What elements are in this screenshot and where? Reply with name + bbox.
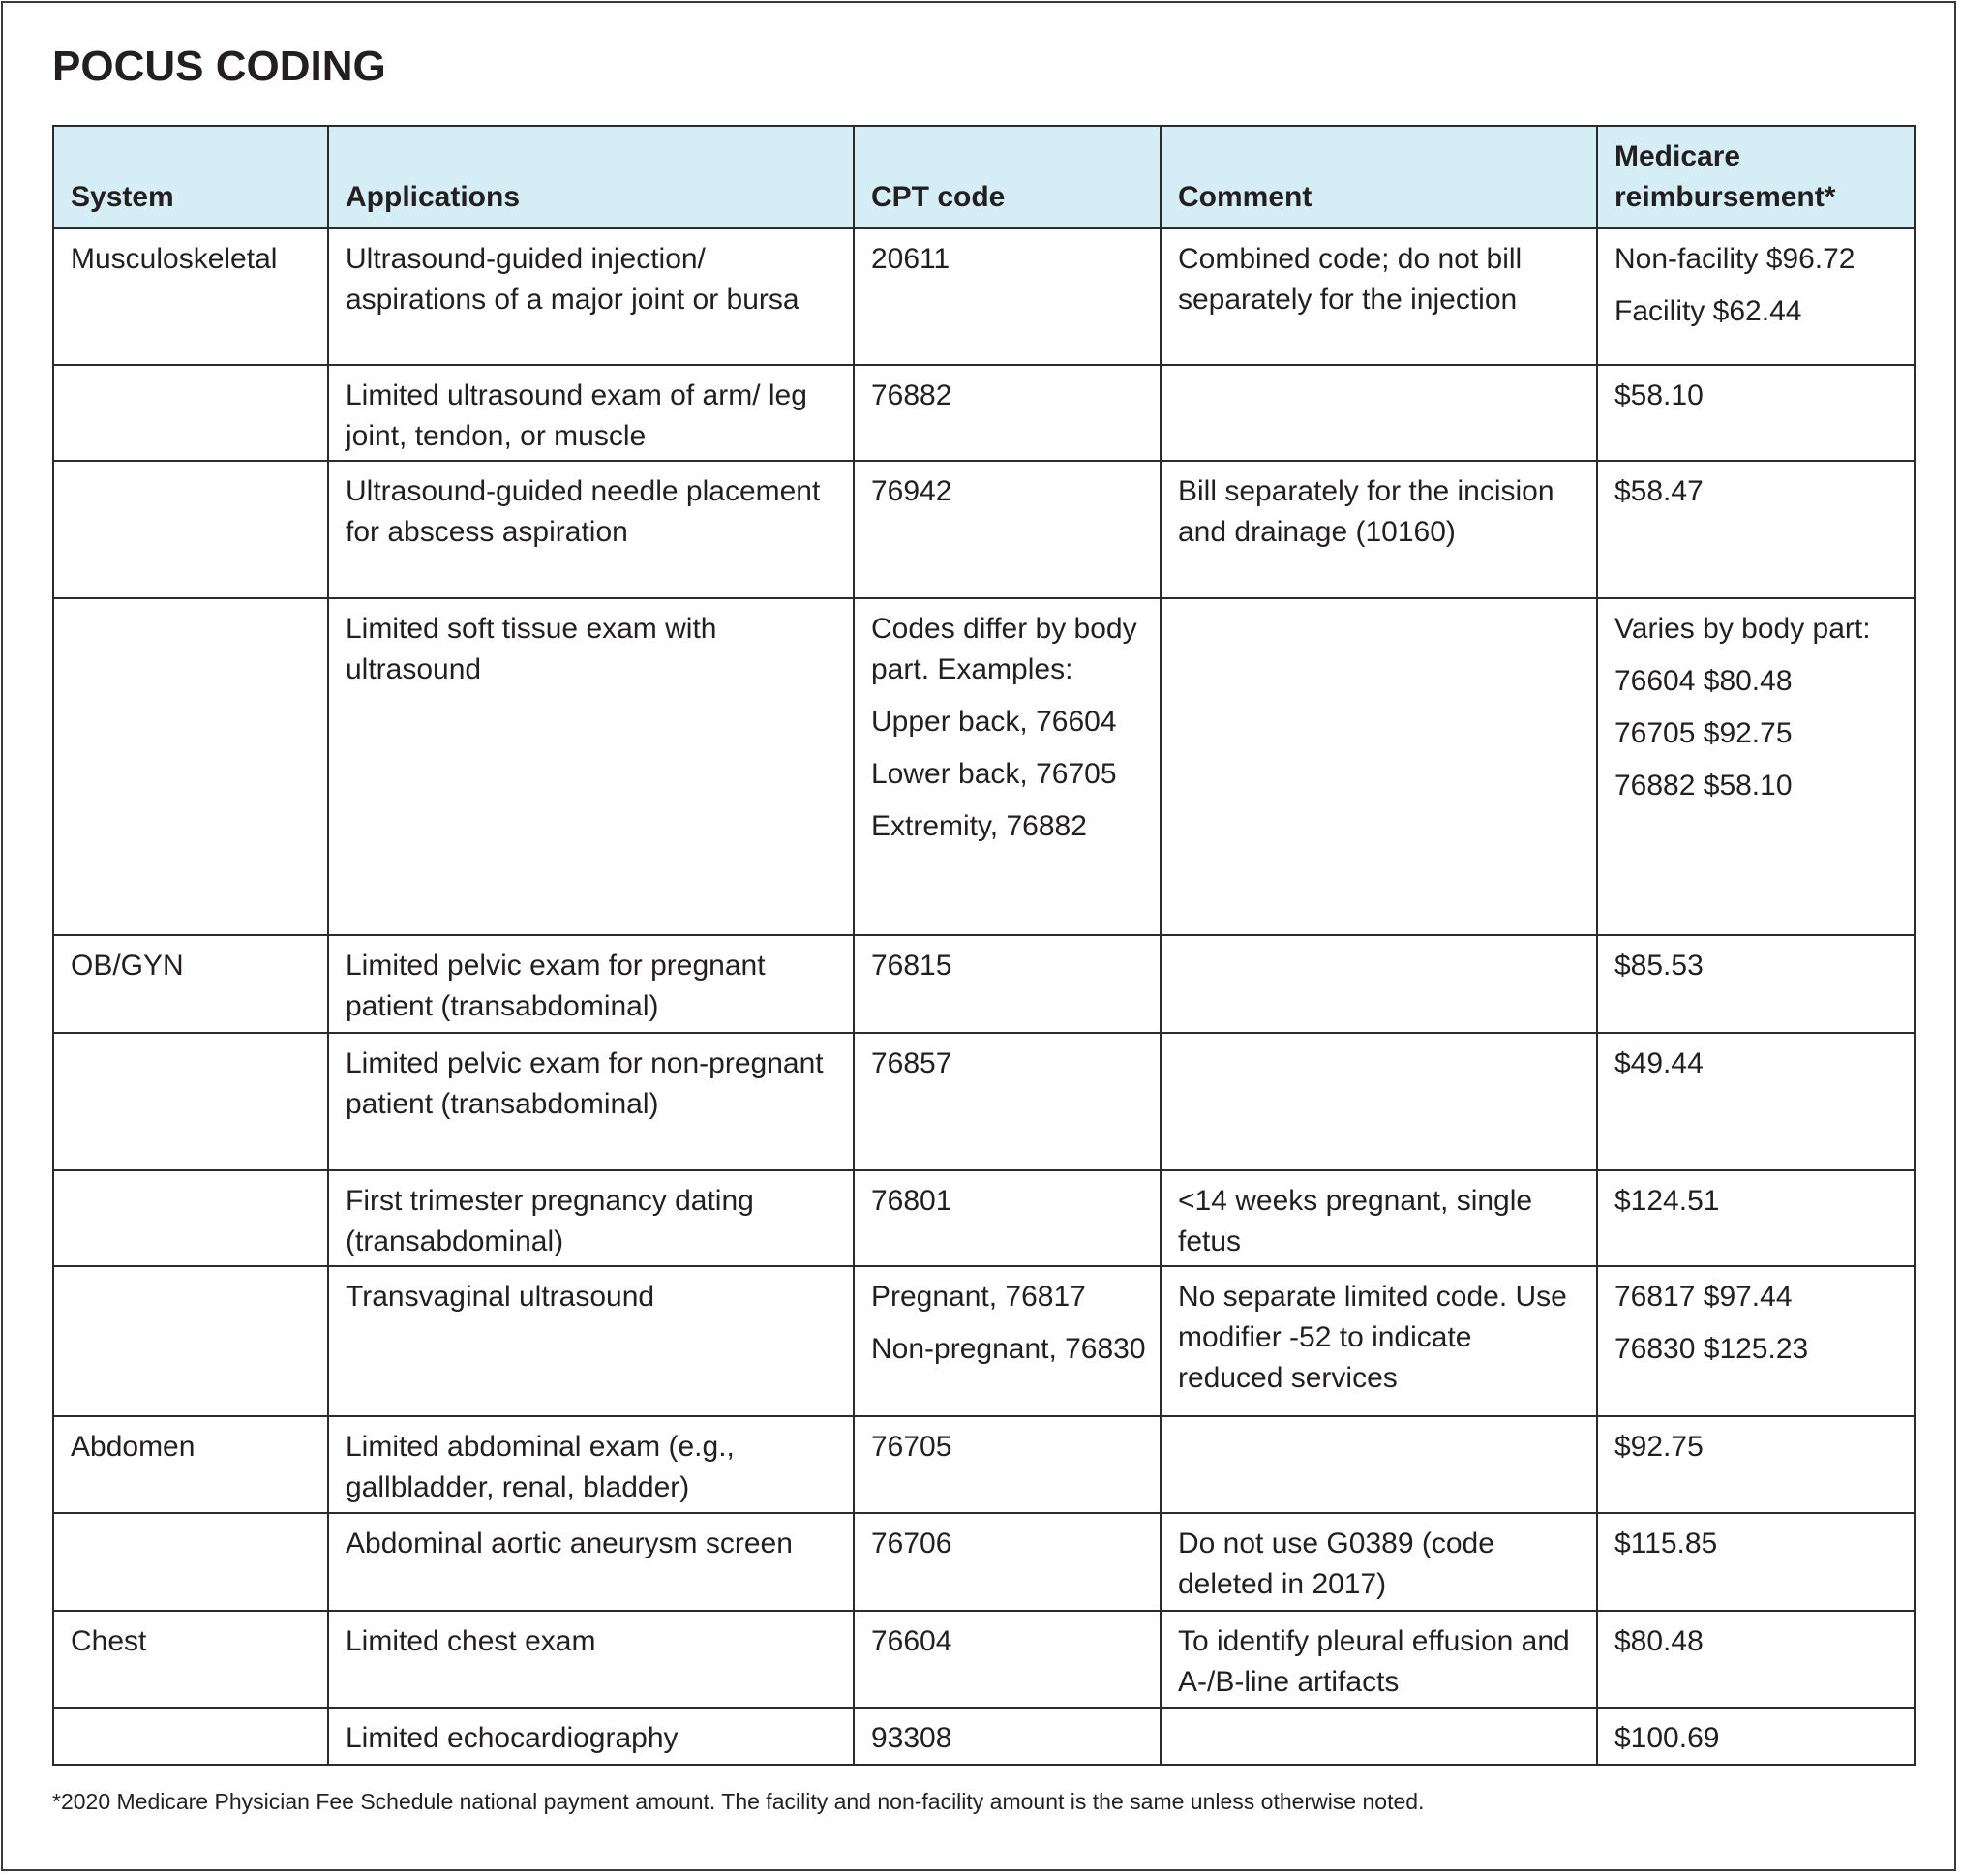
cell-reimbursement xyxy=(1597,461,1915,598)
table-row xyxy=(53,598,1915,935)
reimbursement-line: $92.75 xyxy=(1614,1431,1704,1463)
cell-reimbursement xyxy=(1597,365,1915,461)
cpt-code-line: Non-pregnant, 76830 xyxy=(871,1333,1146,1365)
cpt-code-line: Codes differ by body part. Examples: xyxy=(871,613,1137,685)
table-row xyxy=(53,1266,1915,1416)
reimbursement-line: $115.85 xyxy=(1614,1528,1718,1559)
cpt-code-line: Upper back, 76604 xyxy=(871,706,1117,738)
cell-reimbursement xyxy=(1597,1033,1915,1170)
cpt-code-line: 76882 xyxy=(871,379,952,411)
cell-application: Ultrasound-guided needle placement for abscess aspiration xyxy=(328,461,854,598)
reimbursement-line: $80.48 xyxy=(1614,1625,1704,1657)
cell-system xyxy=(53,365,328,461)
cell-comment xyxy=(1161,1033,1597,1170)
cell-reimbursement xyxy=(1597,1708,1915,1765)
table-row xyxy=(53,365,1915,461)
cell-reimbursement xyxy=(1597,1266,1915,1416)
cell-comment: Combined code; do not bill separately for the injection xyxy=(1161,228,1597,365)
table-row xyxy=(53,461,1915,598)
cpt-code-line: 76857 xyxy=(871,1047,952,1079)
cell-reimbursement xyxy=(1597,1513,1915,1611)
cell-system: OB/GYN xyxy=(53,935,328,1033)
cell-cpt-code xyxy=(854,1611,1161,1708)
cell-cpt-code xyxy=(854,1266,1161,1416)
coding-table xyxy=(52,125,1916,1766)
reimbursement-line: 76705 $92.75 xyxy=(1614,717,1793,749)
cell-cpt-code xyxy=(854,228,1161,365)
cell-cpt-code xyxy=(854,935,1161,1033)
cell-system xyxy=(53,1708,328,1765)
cpt-code-line: 76705 xyxy=(871,1431,952,1463)
cpt-code-line: Extremity, 76882 xyxy=(871,810,1087,842)
cell-application: Limited pelvic exam for non-pregnant patient (transabdominal) xyxy=(328,1033,854,1170)
cell-comment: Bill separately for the incision and drainage (10160) xyxy=(1161,461,1597,598)
cell-system xyxy=(53,598,328,935)
reimbursement-line: $124.51 xyxy=(1614,1185,1720,1217)
cell-reimbursement xyxy=(1597,935,1915,1033)
cell-system xyxy=(53,1513,328,1611)
cpt-code-line: 76815 xyxy=(871,950,952,982)
cell-comment: No separate limited code. Use modifier -52 to indicate reduced services xyxy=(1161,1266,1597,1416)
cell-cpt-code xyxy=(854,461,1161,598)
header-applications: Applications xyxy=(328,126,854,228)
footnote: *2020 Medicare Physician Fee Schedule national payment amount. The facility and non-facility amount is the same unless otherwise noted. xyxy=(52,1789,1425,1814)
table-row xyxy=(53,1708,1915,1765)
cpt-code-line: Pregnant, 76817 xyxy=(871,1281,1086,1313)
reimbursement-line: 76830 $125.23 xyxy=(1614,1333,1809,1365)
cell-cpt-code xyxy=(854,1170,1161,1266)
cell-cpt-code xyxy=(854,365,1161,461)
cell-reimbursement xyxy=(1597,1416,1915,1513)
reimbursement-line: Non-facility $96.72 xyxy=(1614,243,1855,275)
cell-application: Abdominal aortic aneurysm screen xyxy=(328,1513,854,1611)
table-row xyxy=(53,935,1915,1033)
cell-application: Limited ultrasound exam of arm/ leg joint, tendon, or muscle xyxy=(328,365,854,461)
table-row xyxy=(53,1416,1915,1513)
reimbursement-line: Varies by body part: xyxy=(1614,613,1871,645)
reimbursement-line: $100.69 xyxy=(1614,1722,1720,1754)
cell-application: Limited soft tissue exam with ultrasound xyxy=(328,598,854,935)
reimbursement-line: 76604 $80.48 xyxy=(1614,665,1793,697)
header-medicare-reimbursement: Medicare reimbursement* xyxy=(1597,126,1915,228)
cell-system: Musculoskeletal xyxy=(53,228,328,365)
cpt-code-line: 76801 xyxy=(871,1185,952,1217)
cell-comment xyxy=(1161,598,1597,935)
cell-comment: Do not use G0389 (code deleted in 2017) xyxy=(1161,1513,1597,1611)
table-row xyxy=(53,1033,1915,1170)
cell-application: Transvaginal ultrasound xyxy=(328,1266,854,1416)
cell-cpt-code xyxy=(854,598,1161,935)
cell-system: Chest xyxy=(53,1611,328,1708)
cell-system xyxy=(53,1170,328,1266)
reimbursement-line: 76817 $97.44 xyxy=(1614,1281,1793,1313)
cell-comment xyxy=(1161,1708,1597,1765)
cell-application: Limited pelvic exam for pregnant patient (transabdominal) xyxy=(328,935,854,1033)
cell-comment xyxy=(1161,365,1597,461)
header-row xyxy=(53,126,1915,228)
reimbursement-line: Facility $62.44 xyxy=(1614,295,1802,327)
reimbursement-line: $85.53 xyxy=(1614,950,1704,982)
reimbursement-line: $58.10 xyxy=(1614,379,1704,411)
cell-cpt-code xyxy=(854,1708,1161,1765)
table-row xyxy=(53,1170,1915,1266)
cell-reimbursement xyxy=(1597,1170,1915,1266)
header-comment: Comment xyxy=(1161,126,1597,228)
cell-comment: <14 weeks pregnant, single fetus xyxy=(1161,1170,1597,1266)
cell-cpt-code xyxy=(854,1416,1161,1513)
cell-application: First trimester pregnancy dating (transabdominal) xyxy=(328,1170,854,1266)
cpt-code-line: 76604 xyxy=(871,1625,952,1657)
reimbursement-line: $49.44 xyxy=(1614,1047,1704,1079)
cpt-code-line: 20611 xyxy=(871,243,950,275)
cell-comment: To identify pleural effusion and A-/B-line artifacts xyxy=(1161,1611,1597,1708)
cell-reimbursement xyxy=(1597,228,1915,365)
page-title: POCUS CODING xyxy=(52,43,386,90)
cpt-code-line: 93308 xyxy=(871,1722,952,1754)
table-body xyxy=(53,228,1915,1765)
cpt-code-line: 76706 xyxy=(871,1528,952,1559)
table-row xyxy=(53,228,1915,365)
reimbursement-line: 76882 $58.10 xyxy=(1614,770,1793,802)
header-cpt-code: CPT code xyxy=(854,126,1161,228)
cell-application: Ultrasound-guided injection/ aspirations of a major joint or bursa xyxy=(328,228,854,365)
cell-application: Limited echocardiography xyxy=(328,1708,854,1765)
cell-reimbursement xyxy=(1597,1611,1915,1708)
cell-system xyxy=(53,1033,328,1170)
reimbursement-line: $58.47 xyxy=(1614,475,1704,507)
cell-comment xyxy=(1161,1416,1597,1513)
cell-system xyxy=(53,461,328,598)
cpt-code-line: 76942 xyxy=(871,475,952,507)
header-system: System xyxy=(53,126,328,228)
cell-system: Abdomen xyxy=(53,1416,328,1513)
cell-application: Limited abdominal exam (e.g., gallbladder, renal, bladder) xyxy=(328,1416,854,1513)
cell-system xyxy=(53,1266,328,1416)
cell-comment xyxy=(1161,935,1597,1033)
cell-application: Limited chest exam xyxy=(328,1611,854,1708)
cell-cpt-code xyxy=(854,1033,1161,1170)
cell-reimbursement xyxy=(1597,598,1915,935)
cpt-code-line: Lower back, 76705 xyxy=(871,758,1117,790)
table-row xyxy=(53,1513,1915,1611)
cell-cpt-code xyxy=(854,1513,1161,1611)
table-row xyxy=(53,1611,1915,1708)
